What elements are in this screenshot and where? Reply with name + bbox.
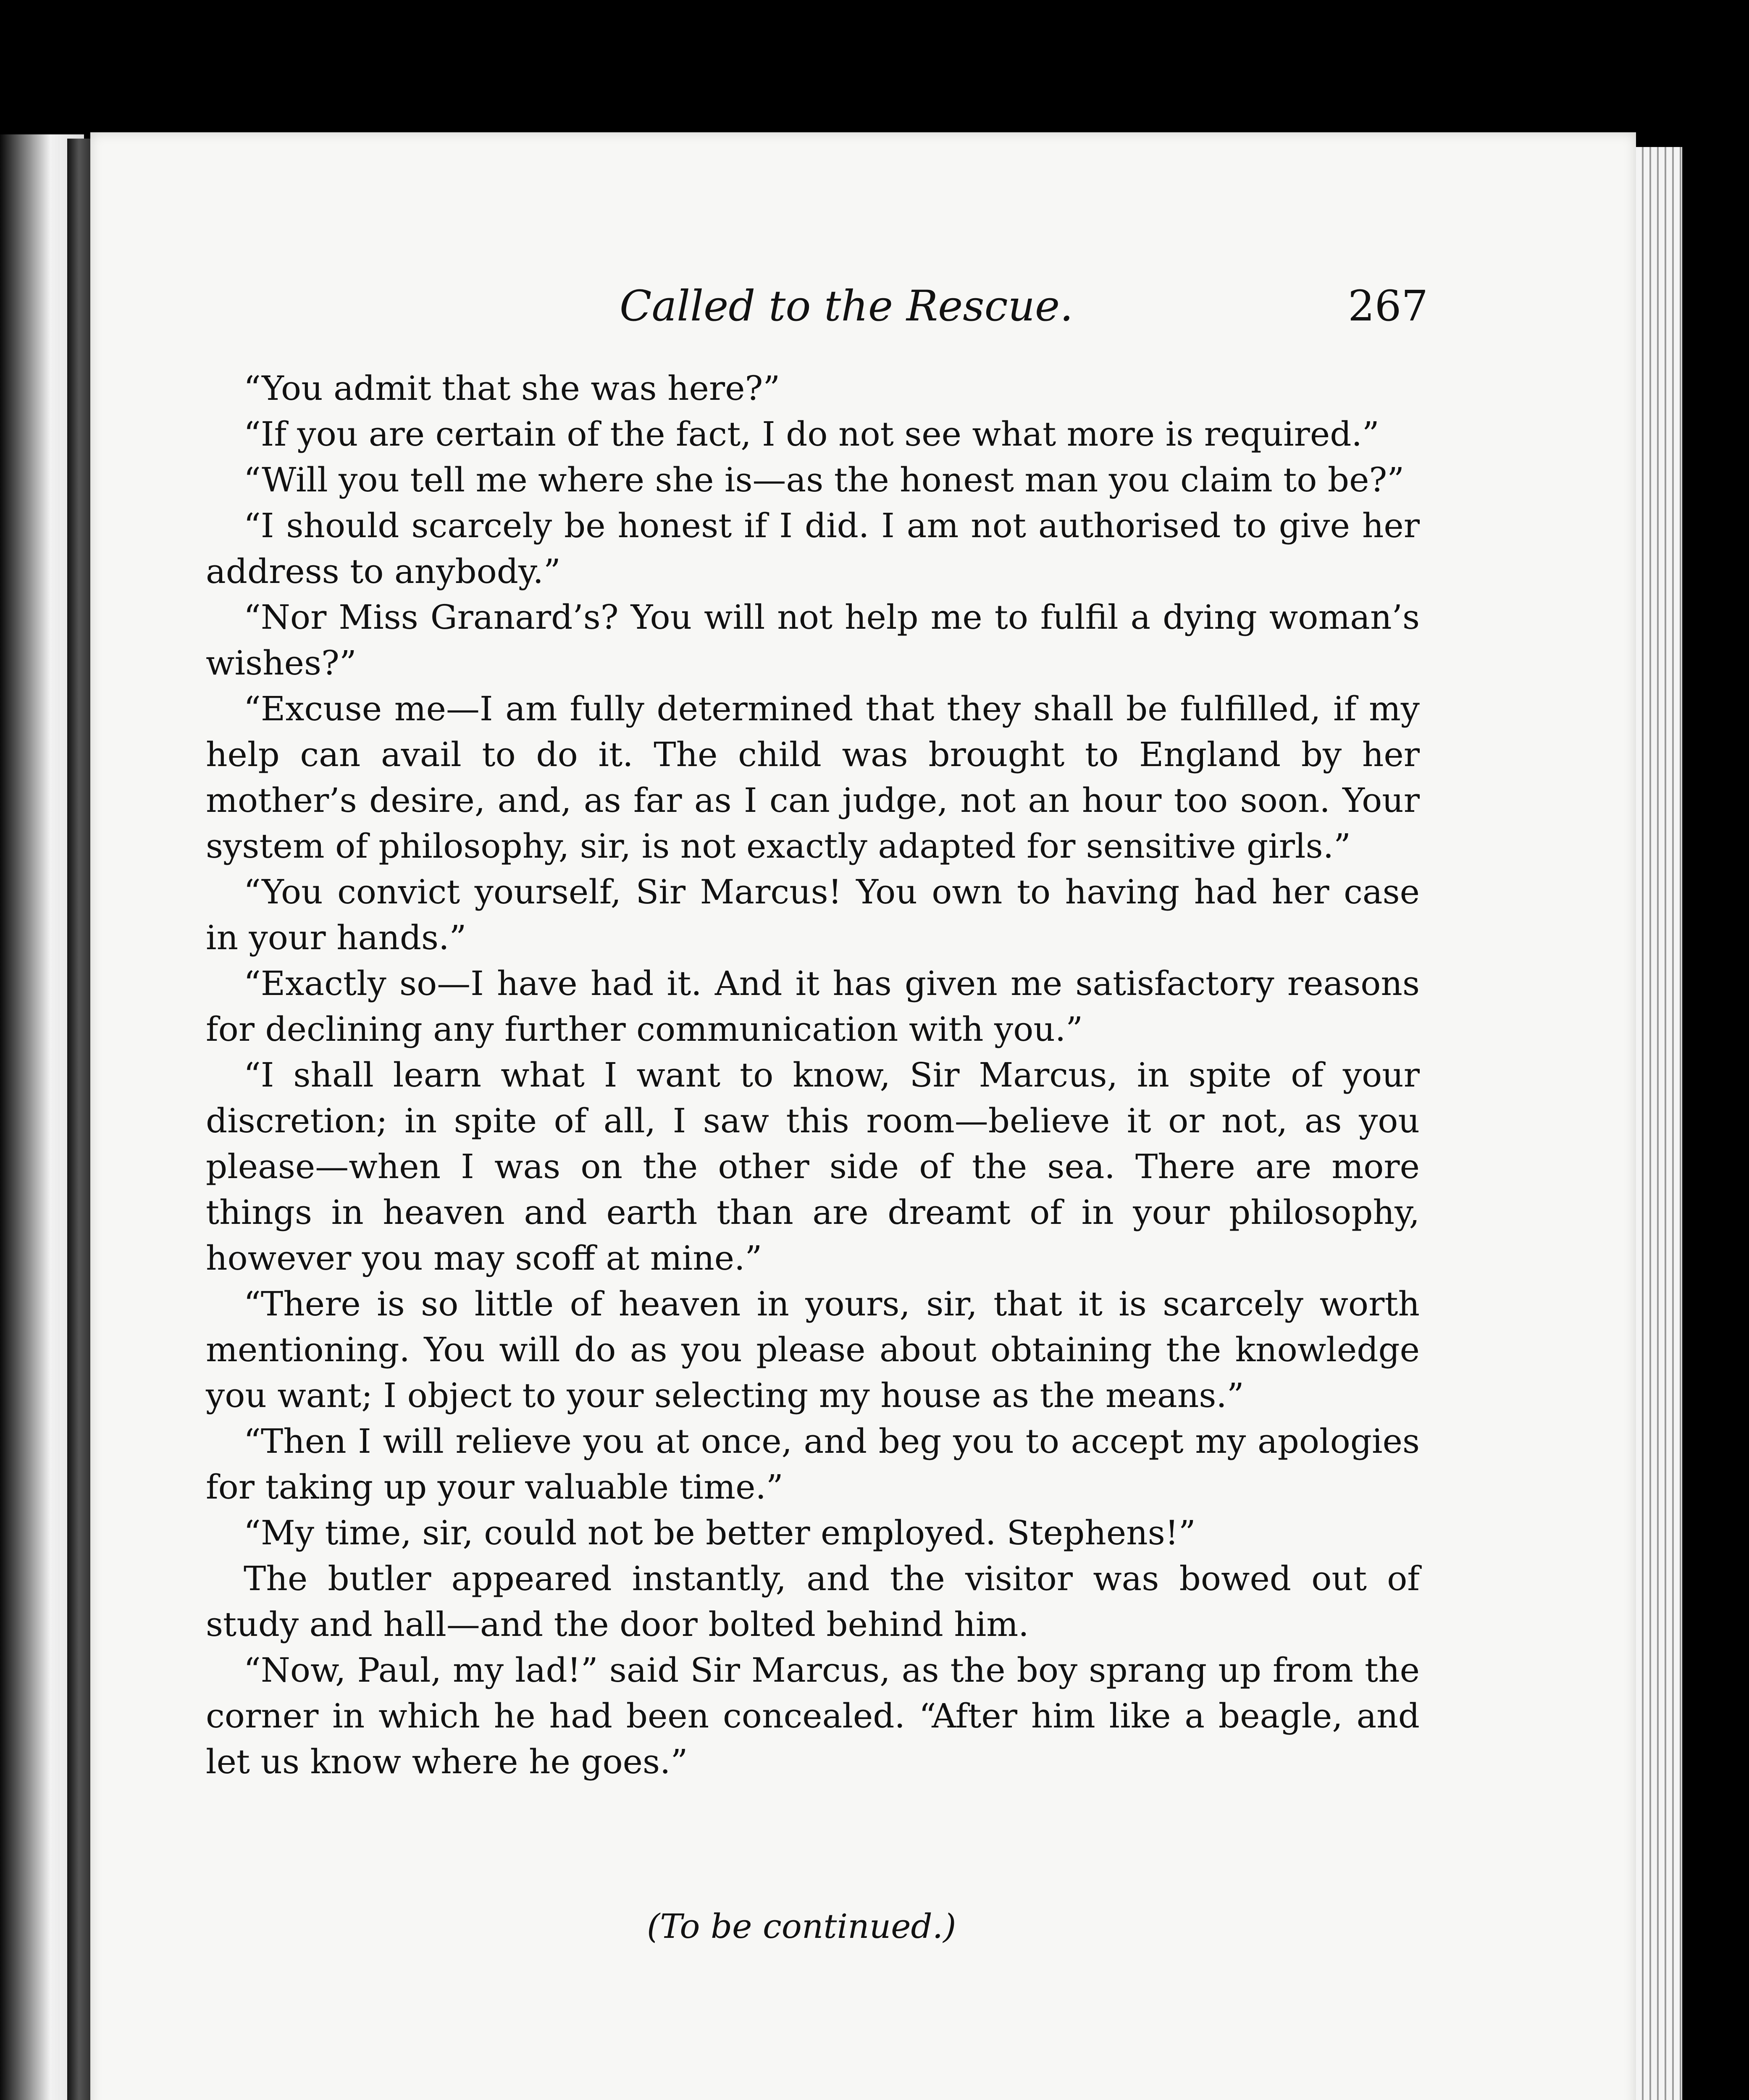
paragraph: “Exactly so—I have had it. And it has given me satisfactory reasons for declining any further communication with you.” xyxy=(206,964,1420,1049)
paragraph: “If you are certain of the fact, I do not see what more is required.” xyxy=(244,415,1379,454)
paragraph: “I shall learn what I want to know, Sir Marcus, in spite of your discretion; in spite of all, I saw this room—believe it or not, as you please—when I was on the other side of the sea. There are more things in heaven and earth than are dreamt of in your philosophy, however you may scoff at mine.” xyxy=(206,1055,1420,1278)
to-be-continued: (To be continued.) xyxy=(647,1907,956,1946)
paragraph: “My time, sir, could not be better employed. Stephens!” xyxy=(244,1513,1196,1552)
paragraph: “You convict yourself, Sir Marcus! You own to having had her case in your hands.” xyxy=(206,872,1420,957)
paragraph: “Nor Miss Granard’s? You will not help me to fulfil a dying woman’s wishes?” xyxy=(206,598,1420,682)
running-title: Called to the Rescue. xyxy=(620,281,1073,331)
paragraph: “I should scarcely be honest if I did. I am not authorised to give her address to anybody.” xyxy=(206,506,1420,591)
paragraph: “Then I will relieve you at once, and beg you to accept my apologies for taking up your valuable time.” xyxy=(206,1422,1420,1507)
page-number: 267 xyxy=(1348,281,1428,331)
paragraph: “Excuse me—I am fully determined that they shall be fulfilled, if my help can avail to do it. The child was brought to England by her mother’s desire, and, as far as I can judge, not an hour too soon. Your system of philosophy, sir, is not exactly adapted for sensitive girls.” xyxy=(206,689,1420,866)
paragraph: “Now, Paul, my lad!” said Sir Marcus, as the boy sprang up from the corner in which he had been concealed. “After him like a beagle, and let us know where he goes.” xyxy=(206,1651,1420,1781)
body-text xyxy=(206,365,1420,1785)
page-edges xyxy=(1636,147,1682,2100)
page-header xyxy=(210,273,1428,357)
paragraph: “You admit that she was here?” xyxy=(244,369,780,408)
paragraph: “There is so little of heaven in yours, sir, that it is scarcely worth mentioning. You will do as you please about obtaining the knowledge you want; I object to your selecting my house as the means.” xyxy=(206,1284,1420,1415)
paragraph: The butler appeared instantly, and the visitor was bowed out of study and hall—and the door bolted behind him. xyxy=(206,1559,1420,1644)
paragraph: “Will you tell me where she is—as the honest man you claim to be?” xyxy=(244,460,1405,499)
